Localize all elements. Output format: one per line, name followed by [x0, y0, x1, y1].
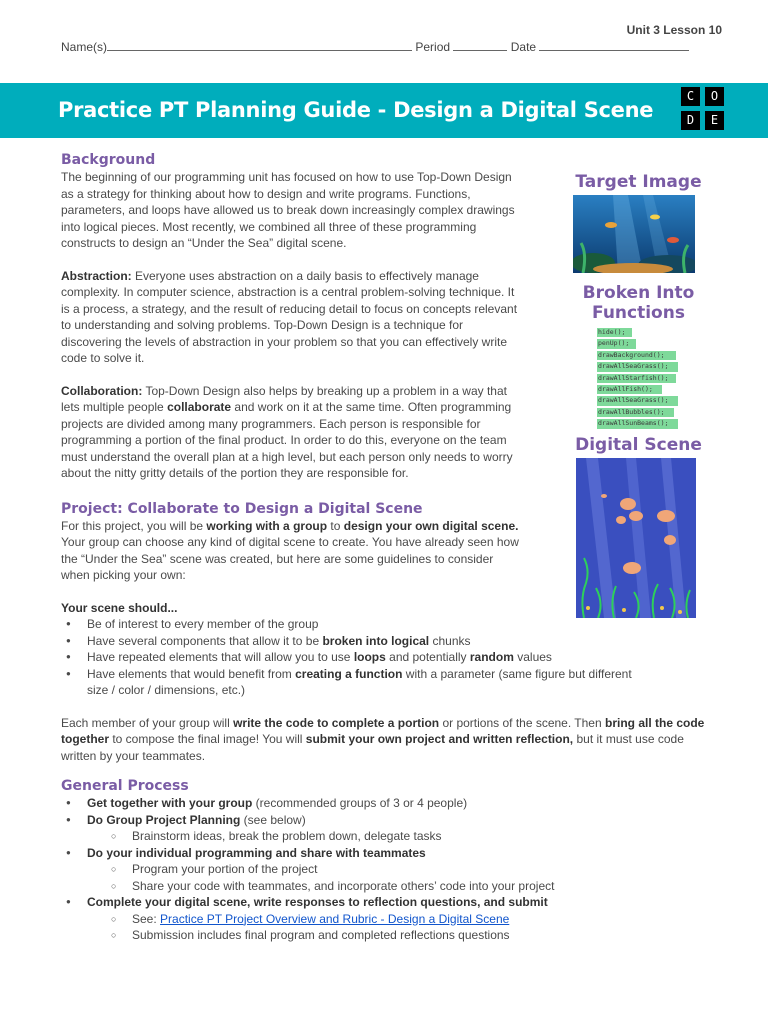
code-line: drawAllSunBeams(); — [597, 419, 678, 428]
title-banner — [0, 83, 768, 138]
abstraction-label: Abstraction: — [61, 268, 132, 283]
list-item: ○ Program your portion of the project — [42, 861, 702, 878]
code-line: penUp(); — [597, 339, 636, 348]
list-item: ● Do Group Project Planning (see below) — [42, 812, 702, 829]
process-list — [42, 795, 702, 944]
list-item: ○ See: Practice PT Project Overview and Rubric - Design a Digital Scene — [42, 911, 702, 928]
code-line: drawAllBubbles(); — [597, 408, 674, 417]
list-item: ○ Submission includes final program and completed reflections questions — [42, 927, 702, 944]
abstraction-text: Everyone uses abstraction on a daily basis to effectively manage complexity. In computer science, abstraction is a central problem-solving technique. It is a process, a strategy, and the result of reducing detail to focus on concepts relevant to understanding and solving problems. Top-Down Design is a technique for discovering the levels of abstraction in your problem so that you can effectively write code to solve it. — [61, 268, 518, 365]
function-code-list — [597, 328, 680, 429]
name-period-date-line — [61, 40, 689, 54]
abstraction-paragraph — [61, 268, 521, 367]
process-heading: General Process — [61, 778, 189, 794]
code-line: hide(); — [597, 328, 632, 337]
code-line: drawAllFish(); — [597, 385, 662, 394]
target-image-underwater — [573, 195, 695, 273]
target-image-heading: Target Image — [575, 172, 702, 192]
date-label: Date — [510, 40, 537, 54]
period-label: Period — [415, 40, 451, 54]
name-field[interactable] — [107, 40, 412, 51]
list-item: ● Have several components that allow it to be broken into logical chunks — [42, 633, 702, 650]
list-item: ● Have elements that would benefit from creating a function with a parameter (same figure but different size / color / dimensions, etc.) — [42, 666, 642, 699]
collaboration-paragraph — [61, 383, 521, 482]
code-org-logo — [681, 87, 729, 135]
collab-bold: collaborate — [167, 400, 232, 414]
collaboration-label: Collaboration: — [61, 383, 143, 398]
logo-letter: E — [705, 111, 724, 130]
name-label: Name(s) — [61, 40, 108, 54]
digital-scene-heading: Digital Scene — [575, 434, 702, 455]
project-paragraph: For this project, you will be working with a group to design your own digital scene. Your group can choose any kind of digital scene to create. You have already seen how the “Under the Sea” scene was created, but here are some guidelines to consider when picking your own: — [61, 518, 519, 582]
background-paragraph: The beginning of our programming unit has focused on how to use Top-Down Design as a strategy for thinking about how to design and write programs. Functions, parameters, and loops have allowed us to break down increasingly complex drawings into logical pieces. Most recently, we combined all three of these programming constructs to design an “Under the Sea” digital scene. — [61, 170, 515, 250]
date-field[interactable] — [539, 40, 689, 51]
unit-lesson-label: Unit 3 Lesson 10 — [626, 23, 722, 37]
code-line: drawBackground(); — [597, 351, 676, 360]
digital-scene-image — [576, 458, 696, 618]
list-item: ○ Share your code with teammates, and incorporate others’ code into your project — [42, 878, 702, 895]
page-title: Practice PT Planning Guide - Design a Digital Scene — [58, 98, 654, 122]
scene-requirements-list — [42, 616, 702, 699]
period-field[interactable] — [453, 40, 507, 51]
list-item: ○ Brainstorm ideas, break the problem down, delegate tasks — [42, 828, 702, 845]
project-heading: Project: Collaborate to Design a Digital Scene — [61, 500, 423, 517]
list-item: ● Have repeated elements that will allow you to use loops and potentially random values — [42, 649, 702, 666]
code-line: drawAllSeaGrass(); — [597, 396, 678, 405]
logo-letter: C — [681, 87, 700, 106]
collab-text: Top-Down Design also helps by breaking up a problem in a way that lets multiple people — [61, 383, 507, 414]
code-line: drawAllStarfish(); — [597, 374, 676, 383]
code-line: drawAllSeaGrass(); — [597, 362, 678, 371]
list-item: ● Complete your digital scene, write responses to reflection questions, and submit — [42, 894, 702, 911]
logo-letter: D — [681, 111, 700, 130]
group-paragraph: Each member of your group will write the code to complete a portion or portions of the scene. Then bring all the code together to compose the final image! You will submit your own project and written reflection, but it must use code written by your teammates. — [61, 715, 705, 763]
scene-should-label: Your scene should... — [61, 600, 178, 615]
sidebar — [536, 172, 741, 618]
rubric-link[interactable]: Practice PT Project Overview and Rubric - Design a Digital Scene — [160, 911, 510, 926]
functions-heading: Broken Into Functions — [582, 283, 695, 323]
list-item: ● Do your individual programming and share with teammates — [42, 845, 702, 862]
background-heading: Background — [61, 152, 156, 168]
collab-text: and work on it at the same time. Often programming projects are divided among many programmers. Each person is responsible for programming a portion of the final product. In order to do this, everyone on the team must understand the overall plan at a high level, but each person only needs to worry about the nitty gritty details of the portion they are responsible for. — [61, 400, 513, 480]
logo-letter: O — [705, 87, 724, 106]
list-item: ● Be of interest to every member of the group — [42, 616, 702, 633]
list-item: ● Get together with your group (recommended groups of 3 or 4 people) — [42, 795, 702, 812]
